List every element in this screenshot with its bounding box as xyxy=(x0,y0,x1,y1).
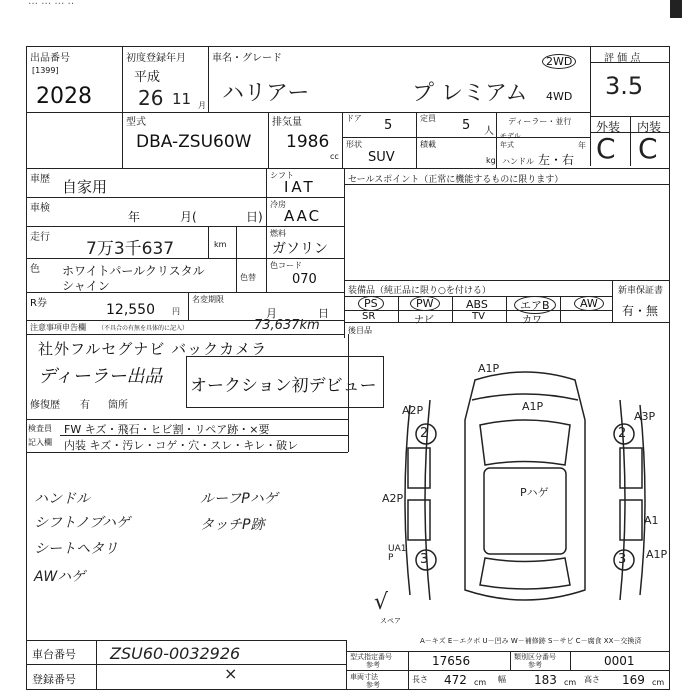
check-mark: √ xyxy=(374,590,389,615)
color-change-label: 色替 xyxy=(240,273,256,282)
height-value: 169 xyxy=(622,673,645,687)
tire-lf-score: 2 xyxy=(420,426,429,441)
sales-points-label: セールスポイント（正常に機能するものに限ります） xyxy=(348,175,564,185)
recycle-label: R券 xyxy=(30,298,47,309)
displacement-unit: cc xyxy=(330,152,339,161)
color-value-2: シャイン xyxy=(62,279,110,293)
length-value: 472 xyxy=(444,673,467,687)
car-name: ハリアー xyxy=(222,81,310,106)
mark-a2p-side: A2P xyxy=(382,492,404,505)
shift-label: シフト xyxy=(270,171,294,180)
category-value: 0001 xyxy=(604,654,635,668)
check-label-2: 記入欄 xyxy=(28,438,52,447)
dealer-stamp: ディーラー出品 xyxy=(38,366,163,387)
notes-line1: 社外フルセグナビ バックカメラ xyxy=(38,340,268,358)
designation-value: 17656 xyxy=(432,654,471,668)
capacity-label: 定員 xyxy=(420,114,436,123)
model-year-unit: 年 xyxy=(578,141,586,150)
mark-ua1p: UA1P xyxy=(388,544,407,563)
registration-month: 11 xyxy=(172,90,192,108)
rear-seat-label: 後目品 xyxy=(348,326,372,335)
tire-rr-score: 3 xyxy=(618,552,627,567)
cooling-label: 冷房 xyxy=(270,200,286,209)
designation-sub: 参考 xyxy=(366,661,380,669)
registration-year: 26 xyxy=(138,86,164,110)
name-change-label: 名変期限 xyxy=(192,295,224,304)
equipment-tv: TV xyxy=(472,311,485,322)
handle-label: ハンドル xyxy=(502,157,534,166)
registration-month-unit: 月 xyxy=(198,101,206,110)
dimensions-sub: 参考 xyxy=(366,681,380,689)
length-unit: cm xyxy=(474,678,487,687)
equipment-abs: ABS xyxy=(466,298,488,311)
doors-label: ドア xyxy=(346,114,362,123)
repair-value: 有 xyxy=(80,400,90,411)
note-seat: シートヘタリ xyxy=(34,541,118,557)
mileage-label: 走行 xyxy=(30,232,50,243)
handle-value: 左・右 xyxy=(538,153,575,167)
mark-roof: Pハゲ xyxy=(520,486,549,499)
registration-number-value: × xyxy=(224,664,238,683)
auction-debut-stamp: オークション初デビュー xyxy=(190,376,377,396)
mileage-value: 7万3千637 xyxy=(86,239,175,259)
new-warranty-label: 新車保証書 xyxy=(618,286,664,296)
height-unit: cm xyxy=(652,678,665,687)
equipment-ps: PS xyxy=(358,296,384,311)
chassis-label: 車台番号 xyxy=(32,648,76,661)
model-label: 型式 xyxy=(126,117,146,128)
repair-label: 修復歴 xyxy=(30,400,60,411)
notes-km: 73,637km xyxy=(254,318,320,333)
mileage-unit: km xyxy=(214,240,227,249)
mark-a1p-hood: A1P xyxy=(522,400,544,413)
displacement-label: 排気量 xyxy=(272,117,302,128)
punch-hole xyxy=(670,0,682,18)
mark-a2p-left: A2P xyxy=(402,404,424,417)
check-label-1: 検査員 xyxy=(28,424,52,433)
height-label: 高さ xyxy=(584,675,600,684)
equipment-airbag: エアB xyxy=(514,296,556,314)
notes-sub: （不具合の有無を具体的に記入） xyxy=(98,325,189,332)
model-value: DBA-ZSU60W xyxy=(136,132,252,152)
check-row-2: 内装 キズ・汚レ・コゲ・穴・スレ・キレ・破レ xyxy=(64,439,299,452)
repair-unit: 箇所 xyxy=(108,400,128,411)
note-aw: AWハゲ xyxy=(34,569,86,585)
check-row-1: FW キズ・飛石・ヒビ割・リペア跡・×要 xyxy=(64,423,270,436)
equipment-aw: AW xyxy=(574,296,604,311)
shape-label: 形状 xyxy=(346,140,362,149)
tire-rf-score: 2 xyxy=(618,426,627,441)
load-unit: kg xyxy=(486,156,496,165)
chassis-value: ZSU60-0032926 xyxy=(110,644,241,663)
exterior-label: 外装 xyxy=(596,120,621,134)
lot-label: 出品番号 xyxy=(30,53,70,64)
shift-value: IAT xyxy=(284,178,316,196)
drive-4wd: 4WD xyxy=(546,90,573,103)
displacement-value: 1986 xyxy=(286,132,330,152)
color-label: 色 xyxy=(30,264,40,275)
equipment-sr: SR xyxy=(362,311,376,322)
header-text: … … … ‥ xyxy=(28,0,75,7)
inspection-day: 日) xyxy=(246,210,263,224)
note-touch: タッチP跡 xyxy=(200,517,265,533)
note-shift-knob: シフトノブハゲ xyxy=(34,515,131,531)
lot-sub: [1399] xyxy=(32,66,59,75)
color-code-label: 色コード xyxy=(270,261,302,270)
name-change-day: 日 xyxy=(318,307,329,320)
equipment-leather: カワ xyxy=(522,315,542,326)
mark-a1p-top: A1P xyxy=(478,362,500,375)
car-grade: プ レミアム xyxy=(412,81,528,106)
load-label: 積載 xyxy=(420,140,436,149)
color-code: 070 xyxy=(292,272,317,287)
rating-label: 評 価 点 xyxy=(604,53,641,64)
registration-label: 初度登録年月 xyxy=(126,53,186,64)
shape-value: SUV xyxy=(368,150,395,165)
dimensions-label: 車両寸法 xyxy=(350,673,378,681)
inspection-label: 車検 xyxy=(30,203,50,214)
fuel-value: ガソリン xyxy=(272,241,328,257)
registration-number-label: 登録番号 xyxy=(32,673,76,686)
equipment-navi: ナビ xyxy=(414,315,434,326)
doors-value: 5 xyxy=(384,118,393,133)
spare-label: スペア xyxy=(380,617,401,625)
category-sub: 参考 xyxy=(528,661,542,669)
drive-2wd: 2WD xyxy=(542,54,576,69)
note-handle: ハンドル xyxy=(34,491,90,507)
recycle-unit: 円 xyxy=(172,307,180,316)
notes-label: 注意事項申告欄 xyxy=(30,323,86,332)
designation-label: 型式指定番号 xyxy=(350,653,392,661)
fuel-label: 燃料 xyxy=(270,229,286,238)
width-unit: cm xyxy=(564,678,577,687)
inspection-year: 年 xyxy=(128,210,141,224)
interior-label: 内装 xyxy=(637,120,662,134)
history-label: 車歴 xyxy=(30,174,50,185)
exterior-grade: C xyxy=(596,132,616,165)
car-label: 車名・グレード xyxy=(212,53,282,64)
category-label: 類別区分番号 xyxy=(514,653,556,661)
width-label: 幅 xyxy=(498,675,506,684)
history-value: 自家用 xyxy=(62,178,108,196)
color-value-1: ホワイトパールクリスタル xyxy=(62,264,205,278)
rating-score: 3.5 xyxy=(605,72,644,100)
lot-number: 2028 xyxy=(36,84,92,109)
model-year-label: モデル年式 xyxy=(500,132,521,149)
width-value: 183 xyxy=(534,673,557,687)
capacity-value: 5 xyxy=(462,118,471,133)
interior-grade: C xyxy=(638,132,658,165)
dealer-label: ディーラー・並行 xyxy=(508,117,572,126)
note-roof: ルーフPハゲ xyxy=(200,491,278,507)
recycle-value: 12,550 xyxy=(106,302,155,318)
inspection-month: 月( xyxy=(180,210,197,224)
mark-a1p-rear: A1P xyxy=(646,548,668,561)
mark-a1-right: A1 xyxy=(644,514,659,527)
tire-lr-score: 3 xyxy=(420,552,429,567)
new-warranty-value: 有・無 xyxy=(622,304,659,318)
equipment-pw: PW xyxy=(410,296,440,311)
length-label: 長さ xyxy=(412,675,428,684)
equipment-label: 装備品（純正品に限り○を付ける） xyxy=(348,286,491,296)
name-change-month: 月 xyxy=(266,307,277,320)
capacity-unit: 人 xyxy=(484,126,494,137)
damage-legend: A－キズ E－エクボ U－凹み W－補修跡 S－サビ C－腐食 XX－交換済 xyxy=(420,637,642,645)
mark-a3p-right: A3P xyxy=(634,410,656,423)
cooling-value: AAC xyxy=(284,207,322,225)
registration-era: 平成 xyxy=(134,70,161,85)
